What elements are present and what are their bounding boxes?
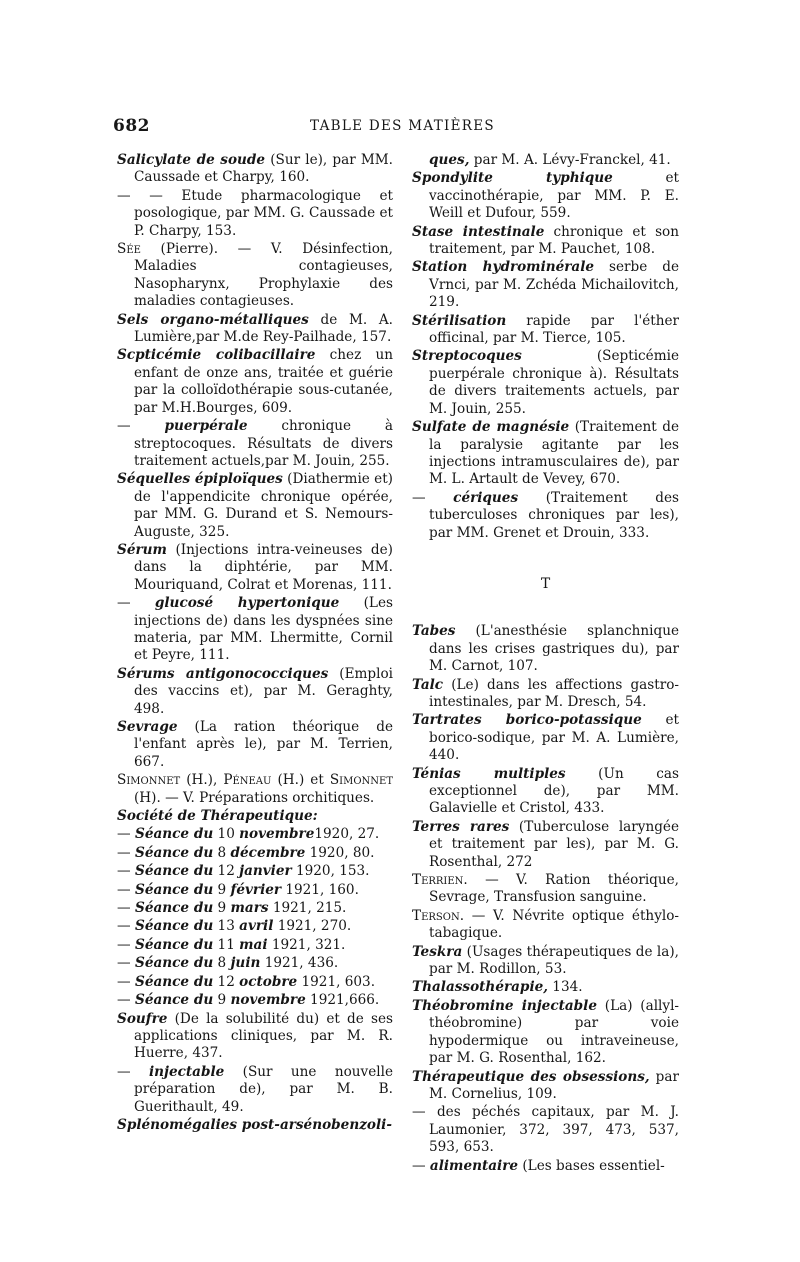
entry-text: (Septicémie puerpérale chronique à). Résultats de divers traitements actuels, par M. Jouin, 255. <box>429 348 679 417</box>
entry-term: Séquelles épiploïques <box>117 471 283 488</box>
entry-term: Spondylite typhique <box>412 170 613 187</box>
entry-term: décembre <box>230 844 306 861</box>
index-entry <box>117 542 393 594</box>
entry-term: alimentaire <box>429 1157 519 1174</box>
entry-text: 9 <box>213 900 231 917</box>
entry-term: Séance du <box>135 881 214 898</box>
entry-author: Péneau <box>223 772 272 789</box>
index-entry <box>412 998 679 1068</box>
index-entry <box>412 348 679 418</box>
entry-dash: — <box>412 1104 437 1121</box>
entry-term: Streptocoques <box>412 348 522 365</box>
entry-text: 10 <box>213 826 240 843</box>
entry-term: Société de Thérapeutique: <box>117 808 318 825</box>
entry-term: mai <box>239 936 268 953</box>
index-entry <box>412 908 679 943</box>
entry-text: 1921, 321. <box>267 936 346 953</box>
seance-entry <box>117 992 393 1009</box>
entry-term: Séance du <box>135 955 214 972</box>
entry-term: injectable <box>148 1063 225 1080</box>
entry-dash: — <box>117 992 131 1009</box>
page-header <box>113 116 688 142</box>
seance-entry <box>117 826 393 843</box>
entry-text: (H). — V. Préparations orchitiques. <box>134 789 375 806</box>
running-title: TABLE DES MATIÈRES <box>310 118 495 134</box>
index-entry <box>412 490 679 542</box>
entry-term: ques, <box>429 152 470 168</box>
entry-term: Sulfate de magnésie <box>412 419 570 436</box>
index-entry <box>412 712 679 764</box>
index-entry <box>412 170 679 222</box>
index-entry <box>412 1104 679 1156</box>
entry-text: (Sur le), par MM. Caussade et Charpy, 160. <box>134 152 393 186</box>
entry-author: Terson. <box>412 907 465 924</box>
index-entry <box>412 1069 679 1104</box>
entry-term: Soufre <box>117 1010 168 1027</box>
entry-term: Ténias multiples <box>412 765 566 782</box>
index-entry <box>412 872 679 907</box>
entry-term: Sérums antigonococciques <box>117 665 329 682</box>
entry-text: (Sur une nouvelle préparation de), par M. B. Guerithault, 49. <box>134 1063 394 1115</box>
entry-dash: — <box>117 918 131 935</box>
entry-text: des péchés capitaux, par M. J. Laumonier, 372, 397, 473, 537, 593, 653. <box>429 1104 679 1156</box>
index-entry <box>412 152 679 169</box>
entry-term: janvier <box>239 863 292 880</box>
index-entry <box>117 241 393 311</box>
entry-text: et borico-sodique, par M. A. Lumière, 440. <box>429 712 679 764</box>
entry-text: — — Etude pharmacologique et posologique, par MM. G. Caussade et P. Charpy, 153. <box>117 187 393 239</box>
entry-term: Séance du <box>135 973 214 990</box>
entry-term: Séance du <box>135 936 214 953</box>
entry-term: glucosé hypertonique <box>154 595 340 612</box>
entry-term: avril <box>239 918 274 935</box>
entry-text: (Pierre). — V. Désinfection, Maladies contagieuses, Nasopharynx, Prophylaxie des maladies contagieuses. <box>134 241 393 310</box>
entry-text: (H.), <box>180 772 224 789</box>
entry-text: — V. Névrite optique éthylo-tabagique. <box>429 907 679 942</box>
entry-term: Sels organo-métalliques <box>117 311 309 328</box>
entry-text: (De la solubilité du) et de ses applications cliniques, par M. R. Huerre, 437. <box>134 1010 393 1062</box>
entry-text: (Tuberculose laryngée et traitement par les), par M. G. Rosenthal, 272 <box>429 818 679 870</box>
entry-term: Stase intestinale <box>412 223 545 240</box>
index-entry <box>412 677 679 712</box>
entry-text: (Usages thérapeutiques de la), par M. Rodillon, 53. <box>429 943 679 978</box>
entry-term: Tartrates borico-potassique <box>412 712 642 729</box>
entry-text: (La ration théorique de l'enfant après le), par M. Terrien, 667. <box>134 719 393 770</box>
entry-text: serbe de Vrnci, par M. Zchéda Michailovitch, 219. <box>429 259 679 311</box>
page-number: 682 <box>113 116 150 136</box>
entry-dash: — <box>117 863 131 880</box>
index-entry <box>412 313 679 348</box>
seance-entry <box>117 845 393 862</box>
index-entry <box>117 347 393 417</box>
entry-text: rapide par l'éther officinal, par M. Tierce, 105. <box>429 312 679 347</box>
entry-text: chronique à streptocoques. Résultats de divers traitement actuels,par M. Jouin, 255. <box>134 418 394 469</box>
right-column <box>412 152 679 1176</box>
entry-author: Terrien. <box>412 872 468 889</box>
entry-term: Sérum <box>117 541 167 558</box>
entry-dash: — <box>117 881 131 898</box>
entry-text: (Un cas exceptionnel de), par MM. Galavielle et Cristol, 433. <box>429 765 679 817</box>
entry-dash: — <box>117 595 155 612</box>
entry-dash: — <box>412 1157 430 1174</box>
entry-term: Théobromine injectable <box>412 997 598 1014</box>
entry-text: 8 <box>213 955 231 972</box>
entry-dash: — <box>117 973 131 990</box>
left-column <box>117 152 393 1135</box>
index-entry <box>117 1011 393 1063</box>
entry-dash: — <box>117 418 165 435</box>
entry-term: février <box>230 881 282 898</box>
seance-entry <box>117 955 393 972</box>
entry-text: 12 <box>213 863 240 880</box>
index-entry <box>117 188 393 240</box>
index-entry <box>412 419 679 489</box>
index-entry <box>117 152 393 187</box>
entry-text: 8 <box>213 844 231 861</box>
entry-text: (Traitement de la paralysie agitante par les injections intramusculaires de), par M. L. Artault de Vevey, 670. <box>429 419 680 488</box>
entry-text: par M. Cornelius, 109. <box>429 1068 679 1102</box>
entry-term: Tabes <box>412 623 456 640</box>
index-entry <box>117 471 393 541</box>
section-letter: T <box>540 575 551 592</box>
entry-term: Talc <box>412 676 444 693</box>
entry-text: (L'anesthésie splanchnique dans les crises gastriques du), par M. Carnot, 107. <box>429 623 679 675</box>
entry-term: Station hydrominérale <box>412 259 595 276</box>
entry-author: Simonnet <box>329 772 393 789</box>
entry-text: 1921, 603. <box>297 973 376 990</box>
entry-text: (Diathermie et) de l'appendicite chronique opérée, par MM. G. Durand et S. Nemours-Auguste, 325. <box>134 471 393 540</box>
entry-term: Séance du <box>135 863 214 880</box>
entry-term: Scpticémie colibacillaire <box>117 347 316 364</box>
entry-dash: — <box>117 844 131 861</box>
entry-author: Simonnet <box>117 772 181 789</box>
entry-text: 1921, 436. <box>260 955 339 972</box>
index-entry <box>117 1117 393 1134</box>
entry-text: par M. A. Lévy-Franckel, 41. <box>469 152 671 168</box>
seance-entry <box>117 882 393 899</box>
entry-text: 134. <box>547 979 583 996</box>
entry-author: Sée <box>117 241 141 258</box>
entry-term: cériques <box>453 489 519 506</box>
entry-term: Sevrage <box>117 719 178 735</box>
entry-text: 9 <box>213 992 231 1009</box>
entry-text: (Injections intra-veineuses de) dans la diphtérie, par MM. Mouriquand, Colrat et Morenas, 111. <box>134 541 393 593</box>
index-entry <box>117 418 393 470</box>
seance-entry <box>117 974 393 991</box>
entry-term: Séance du <box>135 992 214 1009</box>
entry-term: novembre <box>239 826 315 843</box>
entry-text: 1920, 153. <box>291 863 370 880</box>
index-entry <box>412 979 679 996</box>
index-entry <box>117 772 393 807</box>
index-entry <box>117 595 393 665</box>
entry-text: 13 <box>213 918 240 935</box>
entry-dash: — <box>117 955 131 972</box>
entry-text: 12 <box>213 973 240 990</box>
entry-dash: — <box>117 826 131 843</box>
entry-term: mars <box>230 900 269 917</box>
entry-text: chez un enfant de onze ans, traitée et guérie par la colloïdothérapie sous-cutanée, par M.H.Bourges, 609. <box>134 347 394 416</box>
entry-term: Séance du <box>135 900 214 917</box>
entry-text: 1921, 215. <box>268 900 347 917</box>
entry-text: 1921,666. <box>305 992 380 1009</box>
entry-text: — V. Ration théorique, Sevrage, Transfusion sanguine. <box>429 872 679 906</box>
entry-dash: — <box>117 900 131 917</box>
seance-entry <box>117 900 393 917</box>
entry-text: (Emploi des vaccins et), par M. Geraghty, 498. <box>134 665 393 717</box>
entry-term: juin <box>230 955 261 972</box>
entry-text: (Le) dans les affections gastro-intestinales, par M. Dresch, 54. <box>429 676 679 710</box>
entry-term: octobre <box>239 973 298 990</box>
entry-term: Séance du <box>135 826 214 843</box>
index-entry <box>412 623 679 675</box>
entry-text: 1921, 160. <box>281 881 359 898</box>
entry-term: Séance du <box>135 844 214 861</box>
entry-dash: — <box>412 489 454 506</box>
index-entry <box>412 944 679 979</box>
entry-dash: — <box>117 936 131 953</box>
entry-text: (H.) et <box>271 772 330 789</box>
entry-text: (Traitement des tuberculoses chroniques par les), par MM. Grenet et Drouin, 333. <box>429 489 679 541</box>
entry-term: Splénomégalies post-arsénobenzoli- <box>117 1116 392 1133</box>
entry-term: Terres rares <box>412 818 510 835</box>
seance-entry <box>117 863 393 880</box>
entry-term: Thérapeutique des obsessions, <box>412 1068 650 1085</box>
index-entry <box>412 1158 679 1175</box>
entry-text: 1920, 80. <box>305 844 375 861</box>
index-entry <box>117 666 393 718</box>
entry-text: (Les bases essentiel- <box>518 1157 665 1174</box>
entry-term: Thalassothérapie, <box>412 979 548 996</box>
index-entry <box>117 1064 393 1116</box>
index-entry <box>117 312 393 347</box>
index-entry <box>117 808 393 825</box>
entry-text: de M. A. Lumière,par M.de Rey-Pailhade, 157. <box>134 311 394 346</box>
entry-text: (Les injections de) dans les dyspnées sine materia, par MM. Lhermitte, Cornil et Peyre, 111. <box>134 595 393 664</box>
entry-dash: — <box>117 1063 149 1080</box>
entry-text: et vaccinothérapie, par MM. P. E. Weill et Dufour, 559. <box>429 170 679 222</box>
index-entry <box>117 719 393 771</box>
seance-entry <box>117 918 393 935</box>
index-entry <box>412 224 679 259</box>
seance-entry <box>117 937 393 954</box>
entry-term: Stérilisation <box>412 312 507 329</box>
index-entry <box>412 259 679 311</box>
index-entry <box>412 819 679 871</box>
entry-term: Teskra <box>412 943 463 960</box>
entry-text: 9 <box>213 881 231 898</box>
entry-text: 1920, 27. <box>314 826 380 843</box>
entry-term: novembre <box>230 992 306 1009</box>
entry-term: Séance du <box>135 918 214 935</box>
entry-text: (La) (allyl-théobromine) par voie hypodermique ou intraveineuse, par M. G. Rosenthal, 162. <box>429 997 680 1067</box>
entry-term: puerpérale <box>164 418 248 435</box>
entry-term: Salicylate de soude <box>117 152 266 168</box>
entry-text: chronique et son traitement, par M. Pauchet, 108. <box>429 223 679 258</box>
entry-text: 1921, 270. <box>273 918 352 935</box>
entry-text: 11 <box>213 936 240 953</box>
index-entry <box>412 766 679 818</box>
